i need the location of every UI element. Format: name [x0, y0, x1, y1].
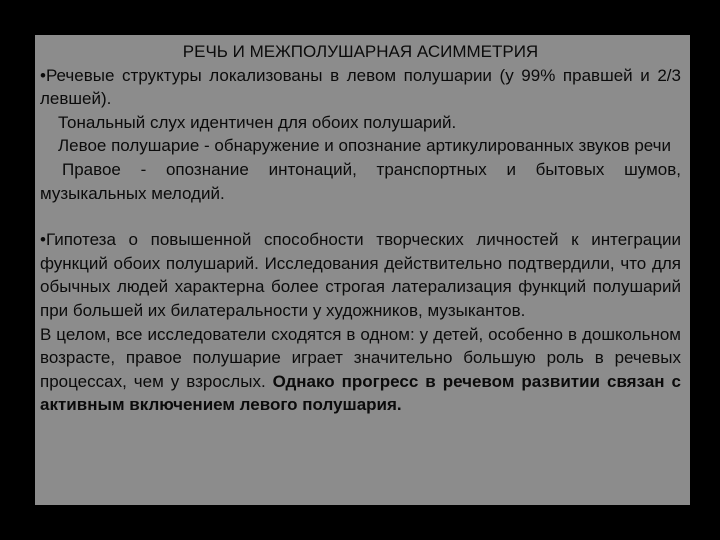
paragraph-gap [40, 205, 681, 228]
conclusion-bold-text: Однако прогресс в речевом развитии связан с активным включением левого полушария. [40, 371, 681, 415]
slide-title: РЕЧЬ И МЕЖПОЛУШАРНАЯ АСИММЕТРИЯ [182, 42, 539, 61]
paragraph-tonal-hearing: Тональный слух идентичен для обоих полушарий. [58, 112, 457, 132]
paragraph-right-hemisphere: Правое - опознание интонаций, транспортных и бытовых шумов, музыкальных мелодий. [40, 159, 681, 203]
paragraph-speech-localization: •Речевые структуры локализованы в левом полушарии (у 99% правшей и 2/3 левшей). [40, 65, 681, 109]
slide-content [40, 40, 681, 417]
paragraph-creative-hypothesis: •Гипотеза о повышенной способности творческих личностей к интеграции функций обоих полушарий. Исследования действительно подтвердили, что для обычных людей характерна более строгая латерализация функций полушарий при большей их билатеральности у художников, музыкантов. [40, 230, 681, 320]
conclusion-text: В целом, все исследователи сходятся в одном: у детей, особенно в дошкольном возрасте, правое полушарие играет значительно большую роль в речевых процессах, чем у взрослых. [40, 324, 681, 391]
paragraph-children-conclusion [40, 323, 681, 417]
paragraph-left-hemisphere: Левое полушарие - обнаружение и опознание артикулированных звуков речи [58, 136, 672, 156]
